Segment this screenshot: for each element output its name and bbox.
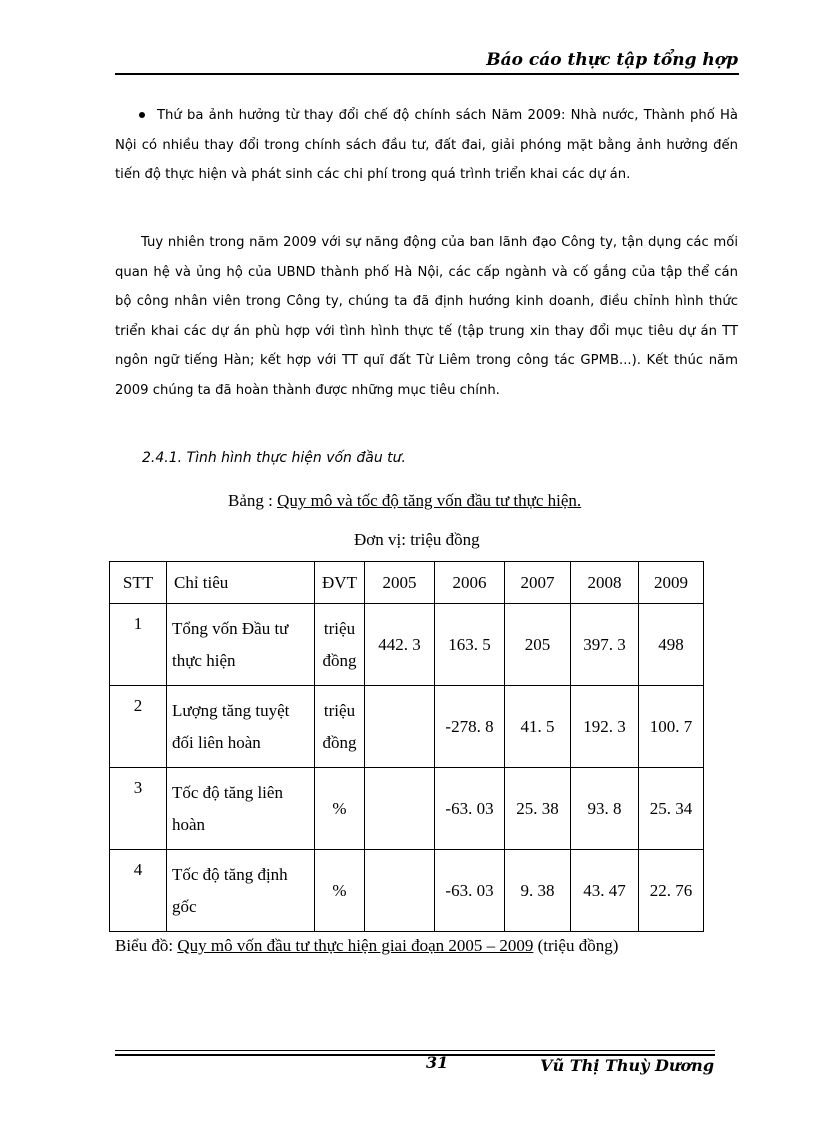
chart-caption-prefix: Biểu đồ: [115,936,178,955]
table-cell-unit: triệu đồng [315,686,365,768]
body-paragraph: Tuy nhiên trong năm 2009 với sự năng động của ban lãnh đạo Công ty, tận dụng các mối quan hệ và ủng hộ của UBND thành phố Hà Nội, các cấp ngành và cố gắng của tập thể cán bộ công nhân viên trong Công ty, chúng ta đã định hướng kinh doanh, điều chỉnh hình thức triển khai các dự án phù hợp với tình hình thực tế (tập trung xin thay đổi mục tiêu dự án TT ngôn ngữ tiếng Hàn; kết hợp với TT quĩ đất Từ Liêm trong công tác GPMB...). Kết thúc năm 2009 chúng ta đã hoàn thành được những mục tiêu chính. [115,235,738,398]
table-cell-stt: 2 [110,686,167,768]
table-cell-value: 100. 7 [639,686,704,768]
table-caption-prefix: Bảng : [228,491,278,510]
investment-table [109,561,704,932]
table-header-row [110,562,704,604]
footer-author: Vũ Thị Thuỳ Dương [540,1056,714,1075]
table-cell-value: 9. 38 [505,850,571,932]
table-cell-value: 397. 3 [571,604,639,686]
table-cell-value: 43. 47 [571,850,639,932]
table-cell-value: 25. 34 [639,768,704,850]
column-header: Chỉ tiêu [167,562,315,604]
section-heading: 2.4.1. Tình hình thực hiện vốn đầu tư. [142,450,406,466]
table-cell-unit: % [315,850,365,932]
table-cell-value [365,686,435,768]
table-cell-value: 192. 3 [571,686,639,768]
header-title: Báo cáo thực tập tổng hợp [486,50,738,70]
bullet-paragraph [115,101,738,190]
column-header: 2006 [435,562,505,604]
table-cell-indicator: Lượng tăng tuyệt đối liên hoàn [167,686,315,768]
table-cell-value [365,768,435,850]
chart-caption [115,936,618,956]
table-cell-value [365,850,435,932]
column-header: 2008 [571,562,639,604]
table-cell-unit: triệu đồng [315,604,365,686]
column-header: STT [110,562,167,604]
footer-rule [115,1050,715,1051]
table-row [110,686,704,768]
table-cell-indicator: Tốc độ tăng liên hoàn [167,768,315,850]
column-header: 2007 [505,562,571,604]
table-caption [228,491,581,511]
page-number: 31 [426,1053,449,1072]
table-cell-indicator: Tổng vốn Đầu tư thực hiện [167,604,315,686]
header-rule [115,73,739,75]
table-cell-stt: 3 [110,768,167,850]
table-cell-stt: 1 [110,604,167,686]
column-header: 2009 [639,562,704,604]
column-header: ĐVT [315,562,365,604]
table-cell-value: 442. 3 [365,604,435,686]
chart-caption-title: Quy mô vốn đầu tư thực hiện giai đoạn 2005 – 2009 [177,936,534,955]
table-cell-stt: 4 [110,850,167,932]
table-cell-indicator: Tốc độ tăng định gốc [167,850,315,932]
chart-caption-suffix: (triệu đồng) [533,936,619,955]
table-unit-label: Đơn vị: triệu đồng [354,530,480,549]
table-row [110,850,704,932]
table-cell-value: 93. 8 [571,768,639,850]
table-cell-value: 205 [505,604,571,686]
table-row [110,604,704,686]
bullet-icon [139,112,145,118]
table-cell-value: 498 [639,604,704,686]
table-cell-unit: % [315,768,365,850]
table-cell-value: 22. 76 [639,850,704,932]
bullet-paragraph-text: Thứ ba ảnh hưởng từ thay đổi chế độ chính sách Năm 2009: Nhà nước, Thành phố Hà Nội có nhiều thay đổi trong chính sách đầu tư, đất đai, giải phóng mặt bằng ảnh hưởng đến tiến độ thực hiện và phát sinh các chi phí trong quá trình triển khai các dự án. [115,108,738,182]
table-cell-value: -63. 03 [435,850,505,932]
table-cell-value: -63. 03 [435,768,505,850]
table-caption-title: Quy mô và tốc độ tăng vốn đầu tư thực hiện. [277,491,582,510]
table-row [110,768,704,850]
table-cell-value: -278. 8 [435,686,505,768]
table-cell-value: 163. 5 [435,604,505,686]
table-cell-value: 25. 38 [505,768,571,850]
column-header: 2005 [365,562,435,604]
table-cell-value: 41. 5 [505,686,571,768]
